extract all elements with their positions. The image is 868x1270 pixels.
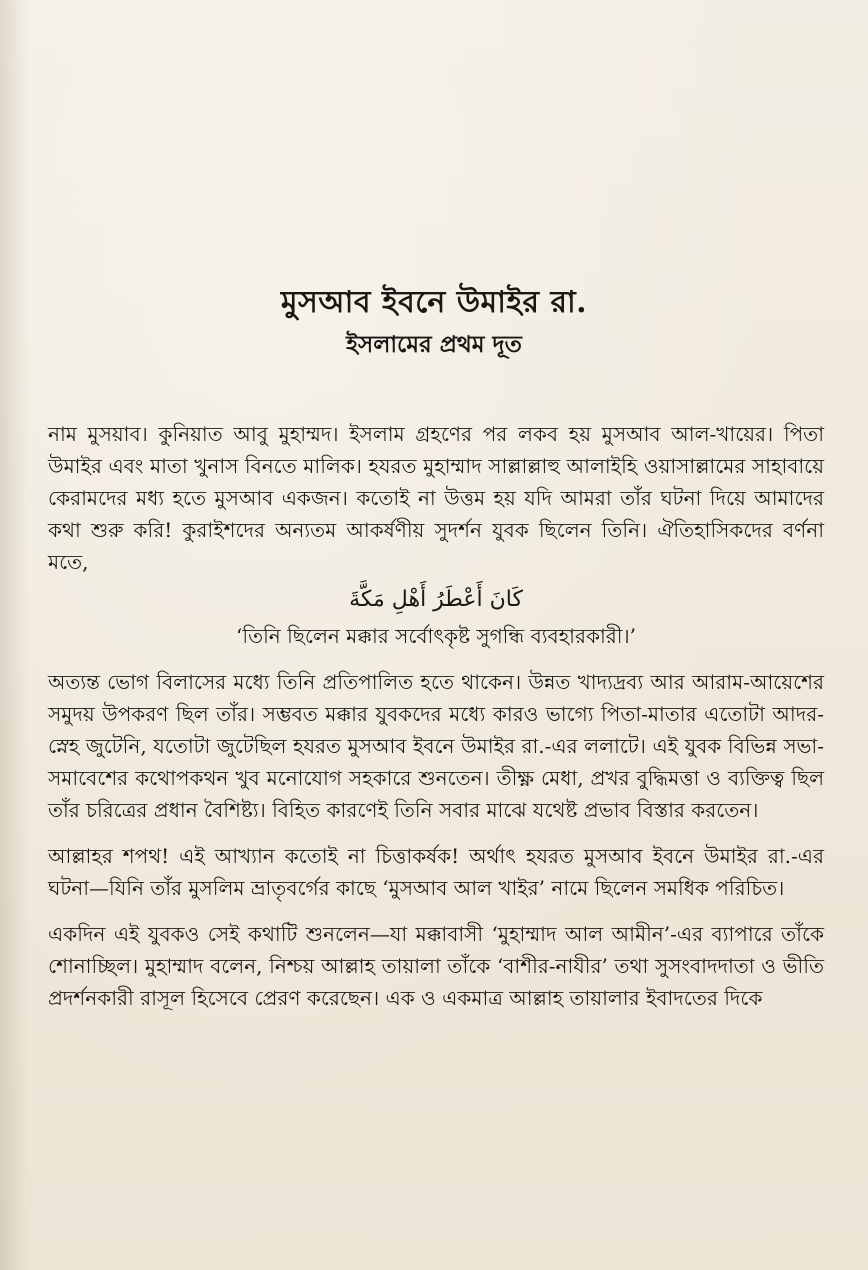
- page-gutter-shadow: [0, 0, 28, 1270]
- paragraph-upbringing: অত্যন্ত ভোগ বিলাসের মধ্যে তিনি প্রতিপালিত হতে থাকেন। উন্নত খাদ্যদ্রব্য আর আরাম-আয়েশের সমুদয় উপকরণ ছিল তাঁর। সম্ভবত মক্কার যুবকদের মধ্যে কারও ভাগ্যে পিতা-মাতার এতোটা আদর-স্নেহ জুটেনি, যতোটা জুটেছিল হযরত মুসআব ইবনে উমাইর রা.-এর ললাটে। এই যুবক বিভিন্ন সভা-সমাবেশের কথোপকথন খুব মনোযোগ সহকারে শুনতেন। তীক্ষ্ণ মেধা, প্রখর বুদ্ধিমত্তা ও ব্যক্তিত্ব ছিল তাঁর চরিত্রের প্রধান বৈশিষ্ট্য। বিহিত কারণেই তিনি সবার মাঝে যথেষ্ট প্রভাব বিস্তার করতেন।: [48, 670, 824, 822]
- body-text: [48, 418, 824, 1014]
- chapter-title: মুসআব ইবনে উমাইর রা.: [280, 285, 588, 320]
- chapter-subtitle: ইসলামের প্রথম দূত: [346, 331, 522, 358]
- quote-translation: ‘তিনি ছিলেন মক্কার সর্বোৎকৃষ্ট সুগন্ধি ব্যবহারকারী।’: [235, 624, 636, 648]
- paragraph-intro: নাম মুসয়াব। কুনিয়াত আবু মুহাম্মদ। ইসলাম গ্রহণের পর লকব হয় মুসআব আল-খায়ের। পিতা উমাইর এবং মাতা খুনাস বিনতে মালিক। হযরত মুহাম্মাদ সাল্লাল্লাহু আলাইহি ওয়াসাল্লামের সাহাবায়ে কেরামদের মধ্য হতে মুসআব একজন। কতোই না উত্তম হয় যদি আমরা তাঁর ঘটনা দিয়ে আমাদের কথা শুরু করি! কুরাইশদের অন্যতম আকর্ষণীয় সুদর্শন যুবক ছিলেন তিনি। ঐতিহাসিকদের বর্ণনা মতে,: [48, 422, 824, 574]
- arabic-quote: كَانَ أَعْطَرُ أَهْلِ مَكَّةَ: [349, 587, 523, 612]
- paragraph-news: একদিন এই যুবকও সেই কথাটি শুনলেন—যা মক্কাবাসী ‘মুহাম্মাদ আল আমীন’-এর ব্যাপারে তাঁকে শোনাচ্ছিল। মুহাম্মাদ বলেন, নিশ্চয় আল্লাহ তায়ালা তাঁকে ‘বাশীর-নাযীর’ তথা সুসংবাদদাতা ও ভীতি প্রদর্শনকারী রাসূল হিসেবে প্রেরণ করেছেন। এক ও একমাত্র আল্লাহ তায়ালার ইবাদতের দিকে: [48, 922, 824, 1010]
- paragraph-oath: আল্লাহর শপথ! এই আখ্যান কতোই না চিত্তাকর্ষক! অর্থাৎ হযরত মুসআব ইবনে উমাইর রা.-এর ঘটনা—যিনি তাঁর মুসলিম ভ্রাতৃবর্গের কাছে ‘মুসআব আল খাইর’ নামে ছিলেন সমধিক পরিচিত।: [48, 844, 824, 900]
